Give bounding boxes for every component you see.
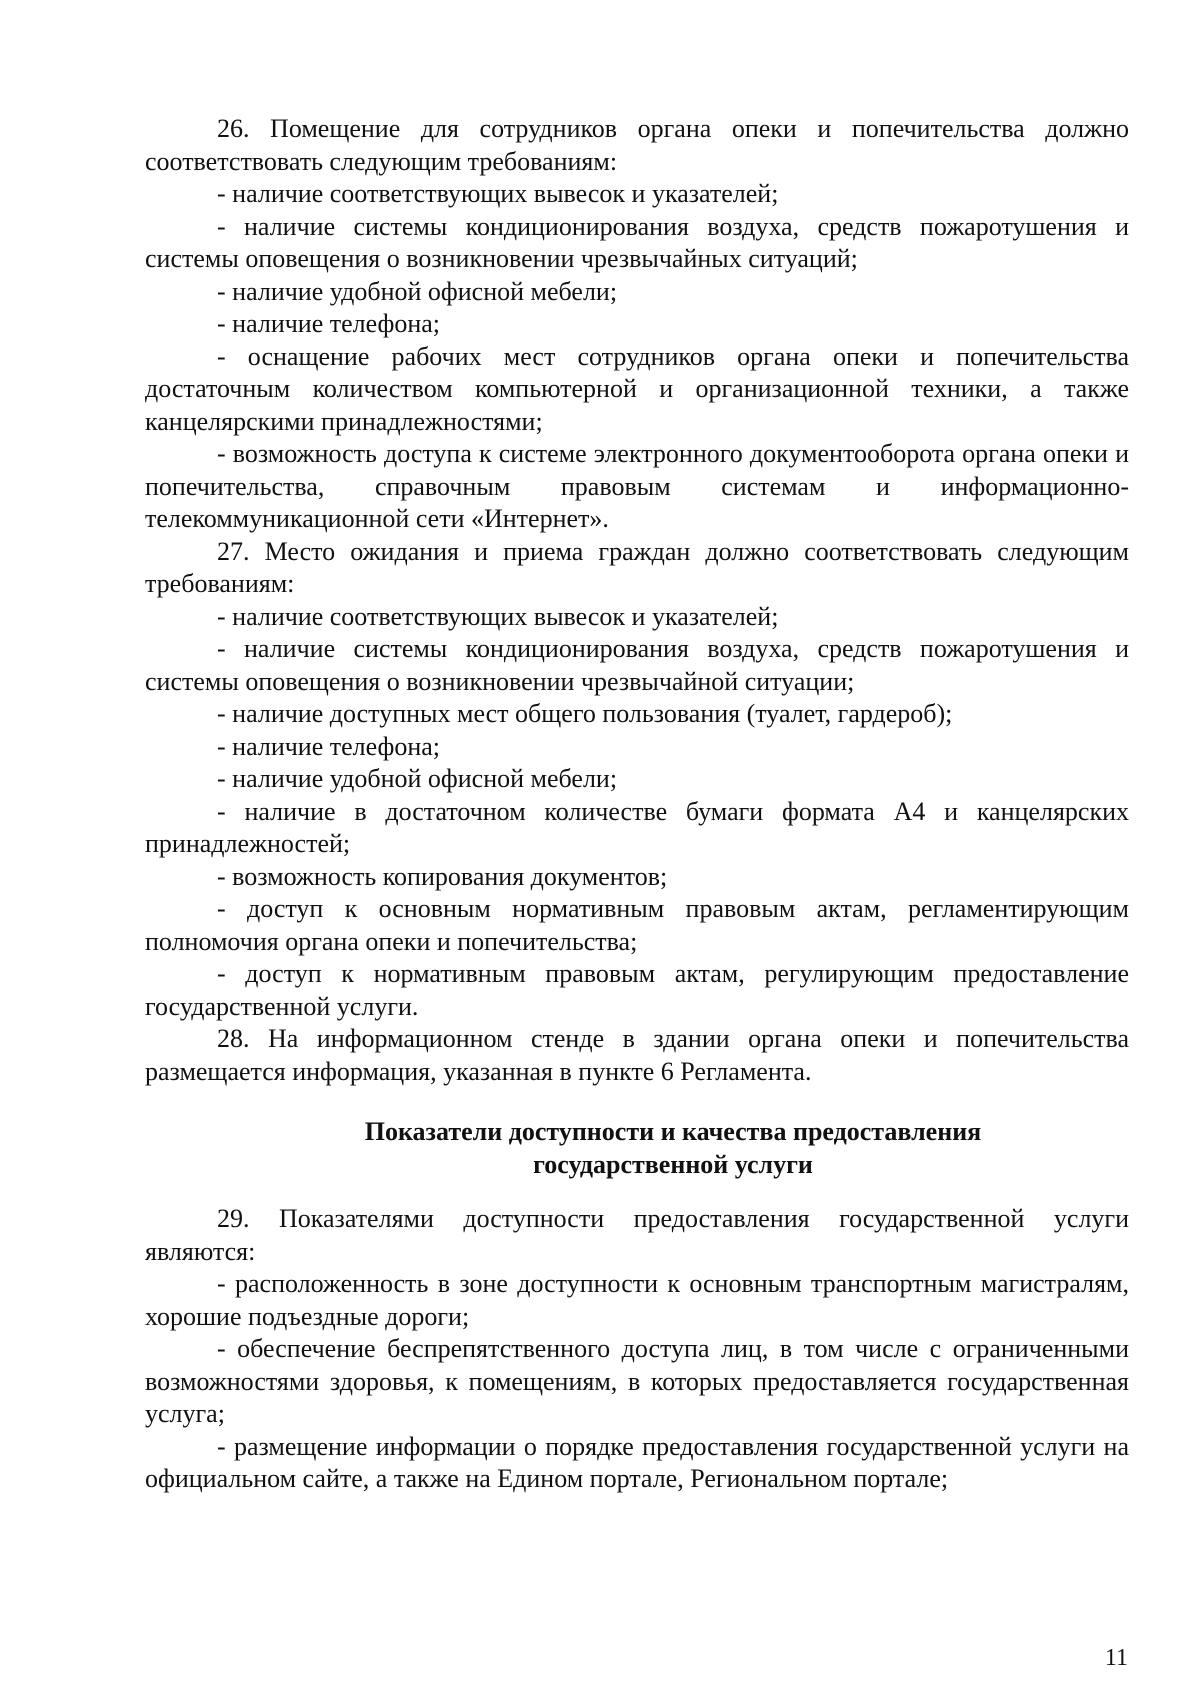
list-item: - наличие доступных мест общего пользования (туалет, гардероб); (217, 699, 953, 728)
list-item: - оснащение рабочих мест сотрудников органа опеки и попечительства достаточным количеством компьютерной и организационной техники, а также канцелярскими принадлежностями; (145, 341, 1129, 436)
list-item: - наличие системы кондиционирования воздуха, средств пожаротушения и системы оповещения о возникновении чрезвычайной ситуации; (145, 634, 1129, 696)
list-item: - наличие соответствующих вывесок и указателей; (217, 179, 779, 208)
section-heading-line-1: Показатели доступности и качества предоставления (364, 1117, 982, 1146)
list-item: - размещение информации о порядке предоставления государственной услуги на официальном сайте, а также на Едином портале, Региональном портале; (145, 1431, 1129, 1493)
list-item: - наличие удобной офисной мебели; (217, 764, 618, 793)
list-item: - доступ к основным нормативным правовым актам, регламентирующим полномочия органа опеки и попечительства; (145, 894, 1129, 956)
list-item: - возможность копирования документов; (217, 861, 668, 891)
page-content (145, 113, 1129, 1496)
page-number: 11 (1104, 1645, 1128, 1671)
list-item: - наличие удобной офисной мебели; (217, 276, 618, 306)
list-item: - наличие телефона; (217, 309, 441, 338)
list-item: - наличие в достаточном количестве бумаги формата А4 и канцелярских принадлежностей; (145, 796, 1129, 858)
list-item: - доступ к нормативным правовым актам, регулирующим предоставление государственной услуги. (145, 959, 1129, 1021)
paragraph-26: 26. Помещение для сотрудников органа опеки и попечительства должно соответствовать следующим требованиям: (145, 114, 1129, 176)
list-item: - обеспечение беспрепятственного доступа лиц, в том числе с ограниченными возможностями здоровья, к помещениям, в которых предоставляется государственная услуга; (145, 1334, 1129, 1428)
paragraph-28: 28. На информационном стенде в здании органа опеки и попечительства размещается информация, указанная в пункте 6 Регламента. (145, 1024, 1129, 1086)
paragraph-29: 29. Показателями доступности предоставления государственной услуги являются: (145, 1204, 1129, 1266)
list-item: - возможность доступа к системе электронного документооборота органа опеки и попечительства, справочным правовым системам и информационно-телекоммуникационной сети «Интернет». (145, 439, 1129, 533)
paragraph-27: 27. Место ожидания и приема граждан должно соответствовать следующим требованиям: (145, 536, 1129, 598)
list-item: - наличие системы кондиционирования воздуха, средств пожаротушения и системы оповещения о возникновении чрезвычайных ситуаций; (145, 211, 1129, 273)
list-item: - расположенность в зоне доступности к основным транспортным магистралям, хорошие подъездные дороги; (145, 1269, 1129, 1331)
list-item: - наличие соответствующих вывесок и указателей; (217, 601, 779, 631)
section-heading (145, 1116, 1129, 1181)
list-item: - наличие телефона; (217, 731, 441, 761)
section-heading-line-2: государственной услуги (533, 1149, 813, 1179)
